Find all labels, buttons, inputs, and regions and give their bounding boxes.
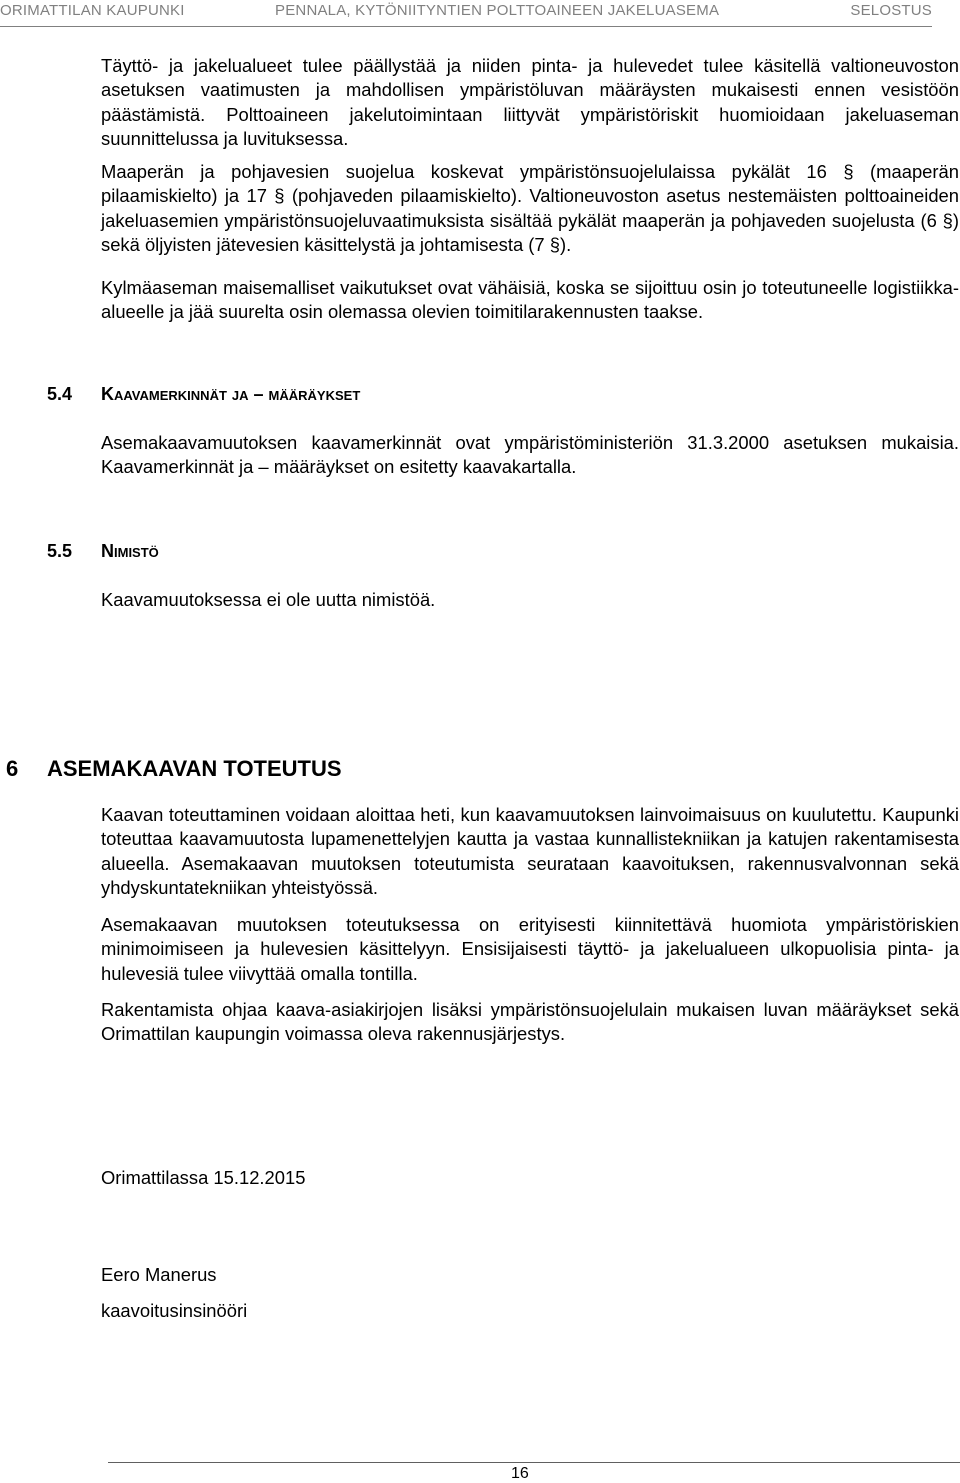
intro-paragraph-1: Täyttö- ja jakelualueet tulee päällystää ja niiden pinta- ja hulevedet tulee käsitellä valtioneuvoston asetuksen vaatimusten ja mahdollisen ympäristöluvan määräysten mukaisesti ennen vesistöön päästämistä. Polttoaineen jakelutoimintaan liittyvät ympäristöriskit huomioidaan jakeluaseman suunnittelussa ja luvituksessa. (101, 55, 959, 149)
signature-place-date: Orimattilassa 15.12.2015 (101, 1167, 306, 1188)
chapter-6-title: ASEMAKAAVAN TOTEUTUS (47, 756, 342, 781)
section-5-4-title: Kaavamerkinnät ja – määräykset (101, 384, 361, 404)
intro-paragraph-3: Kylmäaseman maisemalliset vaikutukset ovat vähäisiä, koska se sijoittuu osin jo toteutuneelle logistiikka-alueelle ja jää suurelta osin olemassa olevien toimitilarakennusten taakse. (101, 277, 959, 323)
signature-name: Eero Manerus (101, 1264, 217, 1285)
section-5-5-title: Nimistö (101, 541, 159, 561)
header-document-title: PENNALA, KYTÖNIITYNTIEN POLTTOAINEEN JAKELUASEMA (275, 2, 720, 19)
chapter-6-paragraph-2: Asemakaavan muutoksen toteutuksessa on erityisesti kiinnitettävä huomiota ympäristöriskien minimoimiseen ja hulevesien käsittelyyn. Ensisijaisesti täyttö- ja jakelualueen ulkopuolisia pinta- ja hulevesiä tulee viivyttää omalla tontilla. (101, 914, 959, 984)
chapter-6-paragraph-1: Kaavan toteuttaminen voidaan aloittaa heti, kun kaavamuutoksen lainvoimaisuus on kuulutettu. Kaupunki toteuttaa kaavamuutosta lupamenettelyjen kautta ja vastaa kunnallistekniikan ja katujen rakentamisesta alueella. Asemakaavan muutoksen toteutumista seurataan kaavoituksen, rakennusvalvonnan sekä yhdyskuntatekniikan yhteistyössä. (101, 804, 959, 898)
footer-divider (108, 1462, 960, 1463)
signature-role: kaavoitusinsinööri (101, 1300, 248, 1321)
section-5-4-number: 5.4 (47, 384, 73, 404)
intro-paragraph-2: Maaperän ja pohjavesien suojelua koskevat ympäristönsuojelulaissa pykälät 16 § (maaperän pilaamiskielto) ja 17 § (pohjaveden pilaamiskielto). Valtioneuvoston asetus nestemäisten polttoaineiden jakeluasemien ympäristönsuojeluvaatimuksista sisältää pykälät maaperän ja pohjaveden suojelusta (6 §) sekä öljyisten jätevesien käsittelystä ja johtamisesta (7 §). (101, 161, 959, 255)
header-divider (0, 26, 932, 27)
page-header (0, 0, 960, 28)
chapter-6-number: 6 (6, 756, 19, 781)
section-5-4-text: Asemakaavamuutoksen kaavamerkinnät ovat ympäristöministeriön 31.3.2000 asetuksen mukaisia. Kaavamerkinnät ja – määräykset on esitetty kaavakartalla. (101, 432, 959, 478)
chapter-6-paragraph-3: Rakentamista ohjaa kaava-asiakirjojen lisäksi ympäristönsuojelulain mukaisen luvan määräykset sekä Orimattilan kaupungin voimassa oleva rakennusjärjestys. (101, 999, 959, 1045)
header-document-type: SELOSTUS (850, 2, 932, 19)
header-organization: ORIMATTILAN KAUPUNKI (0, 2, 185, 19)
section-5-5-number: 5.5 (47, 541, 73, 561)
page-number: 16 (511, 1465, 529, 1482)
section-5-5-text: Kaavamuutoksessa ei ole uutta nimistöä. (101, 589, 436, 610)
